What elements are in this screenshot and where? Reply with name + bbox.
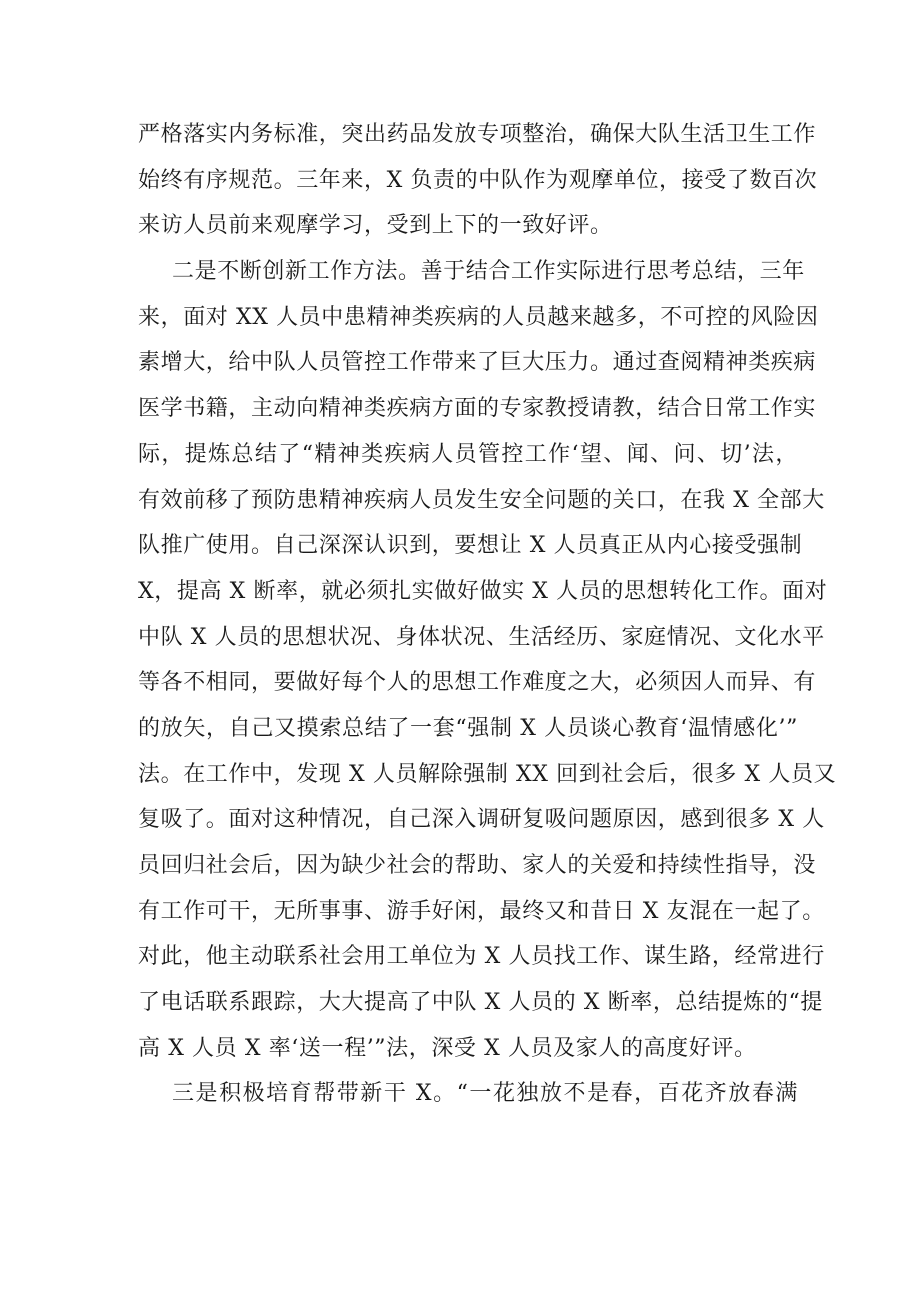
text-line: 了电话联系跟踪，大大提高了中队 X 人员的 X 断率，总结提炼的“提 <box>138 990 823 1016</box>
text-line: 中队 X 人员的思想状况、身体状况、生活经历、家庭情况、文化水平 <box>138 624 825 650</box>
text-line: 二是不断创新工作方法。善于结合工作实际进行思考总结，三年 <box>172 259 805 285</box>
text-line: 复吸了。面对这种情况，自己深入调研复吸问题原因，感到很多 X 人 <box>138 807 825 833</box>
text-line: 法。在工作中，发现 X 人员解除强制 XX 回到社会后，很多 X 人员又 <box>138 761 837 787</box>
text-line: 医学书籍，主动向精神类疾病方面的专家教授请教，结合日常工作实 <box>138 396 817 422</box>
text-line: 严格落实内务标准，突出药品发放专项整治，确保大队生活卫生工作 <box>138 122 817 147</box>
text-line: 等各不相同，要做好每个人的思想工作难度之大，必须因人而异、有 <box>138 670 817 696</box>
text-line: 有效前移了预防患精神疾病人员发生安全问题的关口，在我 X 全部大 <box>138 487 825 513</box>
text-line: X，提高 X 断率，就必须扎实做好做实 X 人员的思想转化工作。面对 <box>138 578 828 604</box>
text-line: 队推广使用。自己深深认识到，要想让 X 人员真正从内心接受强制 <box>138 533 803 559</box>
text-line: 始终有序规范。三年来，X 负责的中队作为观摩单位，接受了数百次 <box>138 167 818 193</box>
text-line: 的放矢，自己又摸索总结了一套“强制 X 人员谈心教育‘温情感化’” <box>138 715 798 741</box>
text-line: 对此，他主动联系社会用工单位为 X 人员找工作、谋生路，经常进行 <box>138 944 825 970</box>
text-line: 素增大，给中队人员管控工作带来了巨大压力。通过查阅精神类疾病 <box>138 350 817 376</box>
text-line: 三是积极培育帮带新干 X。“一花独放不是春，百花齐放春满 <box>172 1081 798 1107</box>
text-line: 高 X 人员 X 率‘送一程’”法，深受 X 人员及家人的高度好评。 <box>138 1035 757 1061</box>
text-line: 际，提炼总结了“精神类疾病人员管控工作‘望、闻、问、切’法， <box>138 441 798 467</box>
text-line: 来访人员前来观摩学习，受到上下的一致好评。 <box>138 213 613 239</box>
text-line: 有工作可干，无所事事、游手好闲，最终又和昔日 X 友混在一起了。 <box>138 898 825 924</box>
text-line: 员回归社会后，因为缺少社会的帮助、家人的关爱和持续性指导，没 <box>138 853 817 878</box>
document-body-text <box>138 112 837 1117</box>
text-line: 来，面对 XX 人员中患精神类疾病的人员越来越多，不可控的风险因 <box>138 304 819 330</box>
